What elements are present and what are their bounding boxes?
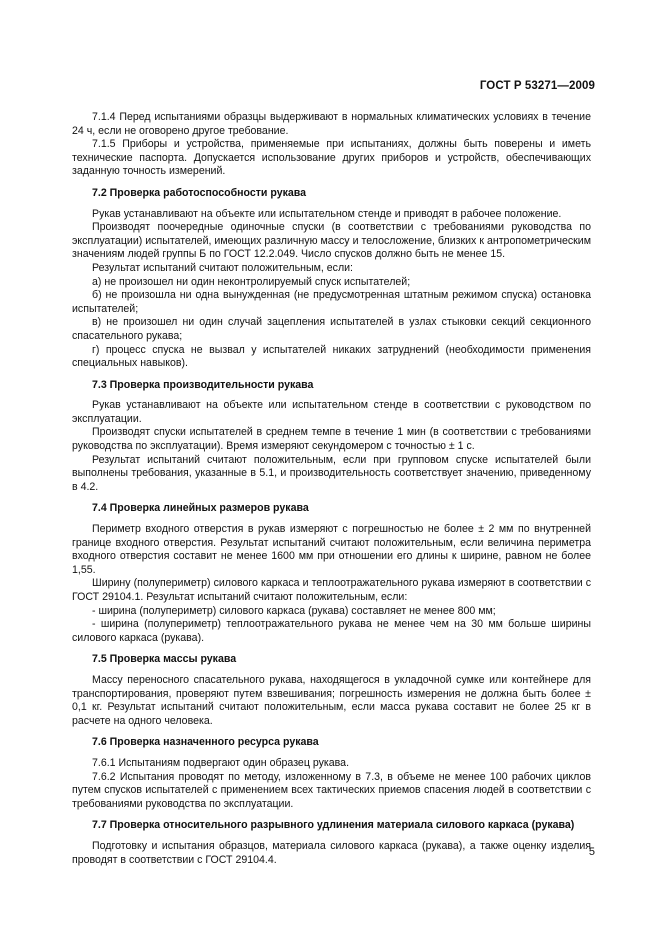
list-item-7-2-a: а) не произошел ни один неконтролируемый спуск испытателей;	[92, 275, 411, 288]
document-body	[72, 111, 591, 867]
paragraph-7-2-result: Результат испытаний считают положительным, если:	[92, 261, 353, 274]
list-item-7-4-frame: - ширина (полупериметр) силового каркаса (рукава) составляет не менее 800 мм;	[92, 604, 496, 617]
list-item-7-4-heat: - ширина (полупериметр) теплоотражательного рукава не менее чем на 30 мм больше ширины силового каркаса (рукава).	[72, 618, 591, 644]
paragraph-7-3-result: Результат испытаний считают положительным, если при групповом спуске испытателей были выполнены требования, указанные в 5.1, и производительность соответствует значению, приведенному в 4.2.	[72, 453, 591, 493]
list-item-7-2-b: б) не произошла ни одна вынужденная (не предусмотренная штатным режимом спуска) остановка испытателей;	[72, 289, 591, 315]
paragraph-7-2-descents: Производят поочередные одиночные спуски (в соответствии с требованиями руководства по эксплуатации) испытателей, имеющих различную массу и телосложение, близких к антропометрическим значениям людей группы Б по ГОСТ 12.2.049. Число спусков должно быть не менее 15.	[72, 221, 591, 261]
page-number: 5	[588, 846, 595, 858]
document-code-header: ГОСТ Р 53271—2009	[479, 80, 595, 92]
section-heading-7-3: 7.3 Проверка производительности рукава	[92, 378, 314, 391]
paragraph-7-7-samples: Подготовку и испытания образцов, материала силового каркаса (рукава), а также оценку изделия проводят в соответствии с ГОСТ 29104.4.	[72, 839, 591, 866]
list-item-7-2-c: в) не произошел ни один случай зацепления испытателей в узлах стыковки секций секционного спасательного рукава;	[72, 316, 591, 342]
paragraph-7-6-2: 7.6.2 Испытания проводят по методу, изложенному в 7.3, в объеме не менее 100 рабочих циклов путем спусков испытателей с применением всех тактических приемов спасения людей в соответствии с требованиями руководства по эксплуатации.	[72, 770, 591, 810]
paragraph-7-5-mass: Массу переносного спасательного рукава, находящегося в укладочной сумке или контейнере для транспортирования, проверяют путем взвешивания; погрешность измерения не должна быть более ± 0,1 кг. Результат испытаний считают положительным, если масса рукава составит не более 25 кг в расчете на одного человека.	[72, 673, 591, 727]
paragraph-7-6-1: 7.6.1 Испытаниям подвергают один образец рукава.	[92, 756, 350, 769]
paragraph-7-4-width: Ширину (полупериметр) силового каркаса и теплоотражательного рукава измеряют в соответствии с ГОСТ 29104.1. Результат испытаний считают положительным, если:	[72, 577, 591, 603]
paragraph-7-3-setup: Рукав устанавливают на объекте или испытательном стенде в соответствии с руководством по эксплуатации.	[72, 399, 591, 425]
section-heading-7-2: 7.2 Проверка работоспособности рукава	[92, 186, 307, 199]
list-item-7-2-d: г) процесс спуска не вызвал у испытателей никаких затруднений (необходимости применения специальных навыков).	[72, 343, 591, 370]
paragraph-7-4-perimeter: Периметр входного отверстия в рукав измеряют с погрешностью не более ± 2 мм по внутренней границе входного отверстия. Результат испытаний считают положительным, если величина периметра входного отверстия составит не менее 1600 мм при отношении его длины к ширине, равном не более 1,55.	[72, 523, 591, 576]
paragraph-7-1-5: 7.1.5 Приборы и устройства, применяемые при испытаниях, должны быть поверены и иметь технические паспорта. Допускается использование других приборов и устройств, обеспечивающих заданную точность измерений.	[72, 138, 591, 178]
section-heading-7-7: 7.7 Проверка относительного разрывного удлинения материала силового каркаса (рукава)	[92, 819, 575, 832]
paragraph-7-3-descents: Производят спуски испытателей в среднем темпе в течение 1 мин (в соответствии с требованиями руководства по эксплуатации). Время измеряют секундомером с точностью ± 1 с.	[72, 426, 591, 453]
section-heading-7-5: 7.5 Проверка массы рукава	[92, 653, 237, 666]
paragraph-7-2-setup: Рукав устанавливают на объекте или испытательном стенде и приводят в рабочее положение.	[92, 207, 562, 220]
paragraph-7-1-4: 7.1.4 Перед испытаниями образцы выдерживают в нормальных климатических условиях в течение 24 ч, если не оговорено другое требование.	[72, 111, 591, 137]
section-heading-7-4: 7.4 Проверка линейных размеров рукава	[92, 502, 309, 515]
section-heading-7-6: 7.6 Проверка назначенного ресурса рукава	[92, 736, 319, 749]
